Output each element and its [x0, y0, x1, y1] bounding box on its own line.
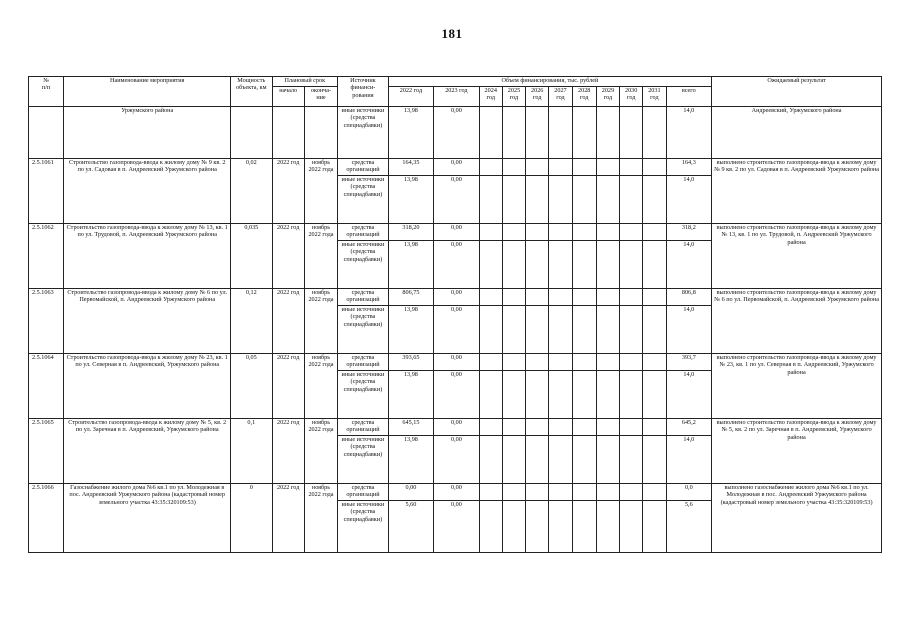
cell-2022: 13,98	[388, 241, 433, 289]
cell-2023: 0,00	[434, 224, 479, 241]
cell-name: Строительство газопровода-ввода к жилому дому № 9 кв. 2 по ул. Садовая в п. Андреевский Уржумского района	[64, 159, 231, 224]
cell-name: Строительство газопровода-ввода к жилому дому № 6 по ул. Первомайской, п. Андреевский Уржумского района	[64, 289, 231, 354]
cell-2031	[643, 436, 666, 484]
cell-2026	[526, 419, 549, 436]
cell-name: Уржумского района	[64, 107, 231, 159]
header-num: № п/п	[29, 77, 64, 107]
cell-num	[29, 107, 64, 159]
cell-2023: 0,00	[434, 289, 479, 306]
cell-2030	[620, 176, 643, 224]
cell-2028	[572, 354, 596, 371]
cell-2028	[572, 371, 596, 419]
cell-2023: 0,00	[434, 107, 479, 159]
cell-end: ноябрь 2022 года	[304, 354, 337, 419]
cell-2029	[596, 176, 619, 224]
cell-2024	[479, 306, 502, 354]
cell-2025	[502, 224, 525, 241]
cell-start: 2022 год	[272, 289, 304, 354]
cell-result: Андреевский, Уржумского района	[712, 107, 882, 159]
cell-2023: 0,00	[434, 241, 479, 289]
cell-capacity: 0,05	[231, 354, 272, 419]
cell-source: средства организаций	[338, 484, 389, 501]
cell-2024	[479, 484, 502, 501]
cell-total: 393,7	[666, 354, 712, 371]
cell-2028	[572, 176, 596, 224]
cell-2025	[502, 501, 525, 553]
cell-source: средства организаций	[338, 224, 389, 241]
header-2028: 2028 год	[572, 87, 596, 107]
table-body	[29, 107, 882, 553]
cell-2026	[526, 484, 549, 501]
cell-total: 0,0	[666, 484, 712, 501]
cell-source: средства организаций	[338, 159, 389, 176]
cell-2030	[620, 224, 643, 241]
table-row	[29, 484, 882, 501]
cell-name: Газоснабжение жилого дома №6 кв.1 по ул. Молодежная в пос. Андреевский Уржумского района (кадастровый номер земельного участка 43:35:320109:53)	[64, 484, 231, 553]
cell-2029	[596, 371, 619, 419]
cell-2029	[596, 354, 619, 371]
header-2030: 2030 год	[620, 87, 643, 107]
cell-num: 2.5.1061	[29, 159, 64, 224]
cell-start: 2022 год	[272, 484, 304, 553]
cell-2027	[549, 371, 572, 419]
cell-2030	[620, 354, 643, 371]
cell-2024	[479, 354, 502, 371]
cell-2027	[549, 419, 572, 436]
cell-end: ноябрь 2022 года	[304, 159, 337, 224]
cell-2023: 0,00	[434, 176, 479, 224]
cell-2022: 13,98	[388, 306, 433, 354]
financing-table	[28, 76, 882, 553]
cell-2023: 0,00	[434, 354, 479, 371]
cell-2028	[572, 289, 596, 306]
cell-total: 318,2	[666, 224, 712, 241]
cell-2031	[643, 241, 666, 289]
cell-name: Строительство газопровода-ввода к жилому дому № 13, кв. 1 по ул. Трудовой, п. Андреевский Уржумского района	[64, 224, 231, 289]
header-total: всего	[666, 87, 712, 107]
cell-2022: 13,98	[388, 436, 433, 484]
cell-2027	[549, 354, 572, 371]
header-name: Наименование мероприятия	[64, 77, 231, 107]
cell-2023: 0,00	[434, 306, 479, 354]
cell-source: иные источники (средства спецнадбавки)	[338, 241, 389, 289]
cell-2027	[549, 176, 572, 224]
cell-2025	[502, 354, 525, 371]
cell-2025	[502, 289, 525, 306]
cell-name: Строительство газопровода-ввода к жилому дому № 5, кв. 2 по ул. Заречная в п. Андреевский, Уржумского района	[64, 419, 231, 484]
header-2024: 2024 год	[479, 87, 502, 107]
cell-2026	[526, 501, 549, 553]
header-funding: Объем финансирования, тыс. рублей	[388, 77, 711, 87]
cell-2030	[620, 107, 643, 159]
cell-2026	[526, 436, 549, 484]
cell-2026	[526, 176, 549, 224]
cell-2028	[572, 159, 596, 176]
cell-2029	[596, 289, 619, 306]
table-row	[29, 419, 882, 436]
cell-2022: 13,98	[388, 176, 433, 224]
cell-2027	[549, 224, 572, 241]
cell-2025	[502, 176, 525, 224]
cell-2023: 0,00	[434, 436, 479, 484]
cell-total: 14,0	[666, 176, 712, 224]
cell-num: 2.5.1062	[29, 224, 64, 289]
cell-2022: 164,35	[388, 159, 433, 176]
cell-2023: 0,00	[434, 159, 479, 176]
header-start: начало	[272, 87, 304, 107]
cell-2027	[549, 159, 572, 176]
cell-num: 2.5.1064	[29, 354, 64, 419]
table-row	[29, 289, 882, 306]
cell-capacity: 0,035	[231, 224, 272, 289]
cell-2027	[549, 436, 572, 484]
cell-2028	[572, 306, 596, 354]
cell-2022: 0,00	[388, 484, 433, 501]
continuation-row	[29, 107, 882, 159]
cell-2029	[596, 159, 619, 176]
header-2031: 2031 год	[643, 87, 666, 107]
cell-total: 5,6	[666, 501, 712, 553]
cell-2022: 318,20	[388, 224, 433, 241]
cell-capacity: 0,12	[231, 289, 272, 354]
cell-2022: 13,98	[388, 371, 433, 419]
header-source: Источник финанси- рования	[338, 77, 389, 107]
cell-source: иные источники (средства спецнадбавки)	[338, 306, 389, 354]
cell-result: выполнено строительство газопровода-ввода к жилому дому № 9 кв. 2 по ул. Садовая в п. Андреевский Уржумского района	[712, 159, 882, 224]
cell-2028	[572, 241, 596, 289]
cell-2023: 0,00	[434, 484, 479, 501]
cell-end	[304, 107, 337, 159]
cell-2025	[502, 484, 525, 501]
header-2026: 2026 год	[526, 87, 549, 107]
cell-2029	[596, 501, 619, 553]
cell-2027	[549, 107, 572, 159]
cell-2026	[526, 224, 549, 241]
cell-capacity	[231, 107, 272, 159]
cell-num: 2.5.1063	[29, 289, 64, 354]
cell-end: ноябрь 2022 года	[304, 289, 337, 354]
cell-2024	[479, 241, 502, 289]
cell-end: ноябрь 2022 года	[304, 419, 337, 484]
cell-2029	[596, 306, 619, 354]
cell-2030	[620, 306, 643, 354]
cell-2027	[549, 501, 572, 553]
cell-2026	[526, 371, 549, 419]
header-capacity: Мощность объекта, км	[231, 77, 272, 107]
cell-2028	[572, 484, 596, 501]
cell-source: средства организаций	[338, 419, 389, 436]
header-2027: 2027 год	[549, 87, 572, 107]
cell-source: средства организаций	[338, 354, 389, 371]
cell-2024	[479, 419, 502, 436]
header-2023: 2023 год	[434, 87, 479, 107]
cell-2030	[620, 419, 643, 436]
table-header	[29, 77, 882, 107]
cell-source: иные источники (средства спецнадбавки)	[338, 176, 389, 224]
cell-source: иные источники (средства спецнадбавки)	[338, 436, 389, 484]
cell-2030	[620, 159, 643, 176]
cell-2025	[502, 371, 525, 419]
cell-2031	[643, 107, 666, 159]
cell-2022: 806,75	[388, 289, 433, 306]
cell-result: выполнено строительство газопровода-ввода к жилому дому № 23, кв. 1 по ул. Северная в п. Андреевский, Уржумского района	[712, 354, 882, 419]
cell-2022: 645,15	[388, 419, 433, 436]
cell-num: 2.5.1065	[29, 419, 64, 484]
cell-result: выполнено строительство газопровода-ввода к жилому дому № 6 по ул. Первомайской, п. Андреевский Уржумского района	[712, 289, 882, 354]
cell-total: 164,3	[666, 159, 712, 176]
cell-name: Строительство газопровода-ввода к жилому дому № 23, кв. 1 по ул. Северная в п. Андреевский, Уржумского района	[64, 354, 231, 419]
cell-2031	[643, 224, 666, 241]
table-row	[29, 354, 882, 371]
cell-2031	[643, 306, 666, 354]
cell-start	[272, 107, 304, 159]
cell-2024	[479, 371, 502, 419]
cell-2027	[549, 484, 572, 501]
cell-2028	[572, 436, 596, 484]
cell-total: 645,2	[666, 419, 712, 436]
cell-2027	[549, 241, 572, 289]
cell-2024	[479, 436, 502, 484]
cell-result: выполнено строительство газопровода-ввода к жилому дому № 13, кв. 1 по ул. Трудовой, п. Андреевский Уржумского района	[712, 224, 882, 289]
cell-result: выполнено газоснабжение жилого дома №6 кв.1 по ул. Молодежная в пос. Андреевский Уржумского района (кадастровый номер земельного участка 43:35:320109:53)	[712, 484, 882, 553]
cell-2022: 393,65	[388, 354, 433, 371]
cell-2028	[572, 224, 596, 241]
cell-2024	[479, 176, 502, 224]
cell-2030	[620, 436, 643, 484]
header-end: оконча- ние	[304, 87, 337, 107]
cell-2022: 5,60	[388, 501, 433, 553]
cell-capacity: 0,1	[231, 419, 272, 484]
cell-num: 2.5.1066	[29, 484, 64, 553]
cell-2030	[620, 501, 643, 553]
cell-2025	[502, 241, 525, 289]
cell-end: ноябрь 2022 года	[304, 224, 337, 289]
cell-2029	[596, 241, 619, 289]
cell-2028	[572, 419, 596, 436]
page-number: 181	[441, 26, 463, 41]
cell-start: 2022 год	[272, 419, 304, 484]
cell-2024	[479, 289, 502, 306]
cell-total: 14,0	[666, 371, 712, 419]
cell-2026	[526, 107, 549, 159]
cell-2031	[643, 354, 666, 371]
cell-2027	[549, 306, 572, 354]
cell-result: выполнено строительство газопровода-ввода к жилому дому № 5, кв. 2 по ул. Заречная в п. Андреевский, Уржумского района	[712, 419, 882, 484]
cell-2031	[643, 159, 666, 176]
cell-2029	[596, 419, 619, 436]
cell-2031	[643, 501, 666, 553]
cell-2028	[572, 501, 596, 553]
cell-capacity: 0	[231, 484, 272, 553]
cell-2025	[502, 306, 525, 354]
cell-total: 14,0	[666, 241, 712, 289]
cell-2023: 0,00	[434, 501, 479, 553]
table-row	[29, 159, 882, 176]
cell-2031	[643, 484, 666, 501]
cell-2024	[479, 107, 502, 159]
cell-2030	[620, 484, 643, 501]
cell-2030	[620, 241, 643, 289]
cell-2029	[596, 224, 619, 241]
cell-2031	[643, 371, 666, 419]
cell-total: 14,0	[666, 306, 712, 354]
cell-2030	[620, 289, 643, 306]
cell-2029	[596, 484, 619, 501]
cell-source: иные источники (средства спецнадбавки)	[338, 501, 389, 553]
header-plan-term: Плановый срок	[272, 77, 338, 87]
cell-2027	[549, 289, 572, 306]
cell-capacity: 0,02	[231, 159, 272, 224]
cell-2024	[479, 501, 502, 553]
cell-2029	[596, 436, 619, 484]
cell-2025	[502, 436, 525, 484]
cell-2031	[643, 419, 666, 436]
header-result: Ожидаемый результат	[712, 77, 882, 107]
cell-total: 14,0	[666, 436, 712, 484]
cell-source: иные источники (средства спецнадбавки)	[338, 371, 389, 419]
table-row	[29, 224, 882, 241]
cell-source: иные источники (средства спецнадбавки)	[338, 107, 389, 159]
cell-2023: 0,00	[434, 419, 479, 436]
cell-start: 2022 год	[272, 224, 304, 289]
header-2029: 2029 год	[596, 87, 619, 107]
cell-2026	[526, 306, 549, 354]
cell-2026	[526, 289, 549, 306]
cell-2026	[526, 241, 549, 289]
cell-2025	[502, 159, 525, 176]
cell-total: 806,8	[666, 289, 712, 306]
cell-2030	[620, 371, 643, 419]
cell-2025	[502, 107, 525, 159]
cell-2024	[479, 224, 502, 241]
header-2022: 2022 год	[388, 87, 433, 107]
cell-2025	[502, 419, 525, 436]
cell-2026	[526, 159, 549, 176]
cell-2023: 0,00	[434, 371, 479, 419]
cell-2029	[596, 107, 619, 159]
cell-2026	[526, 354, 549, 371]
cell-source: средства организаций	[338, 289, 389, 306]
cell-2031	[643, 176, 666, 224]
cell-2031	[643, 289, 666, 306]
cell-start: 2022 год	[272, 159, 304, 224]
cell-end: ноябрь 2022 года	[304, 484, 337, 553]
cell-start: 2022 год	[272, 354, 304, 419]
cell-total: 14,0	[666, 107, 712, 159]
header-2025: 2025 год	[502, 87, 525, 107]
cell-2022: 13,98	[388, 107, 433, 159]
cell-2024	[479, 159, 502, 176]
cell-2028	[572, 107, 596, 159]
